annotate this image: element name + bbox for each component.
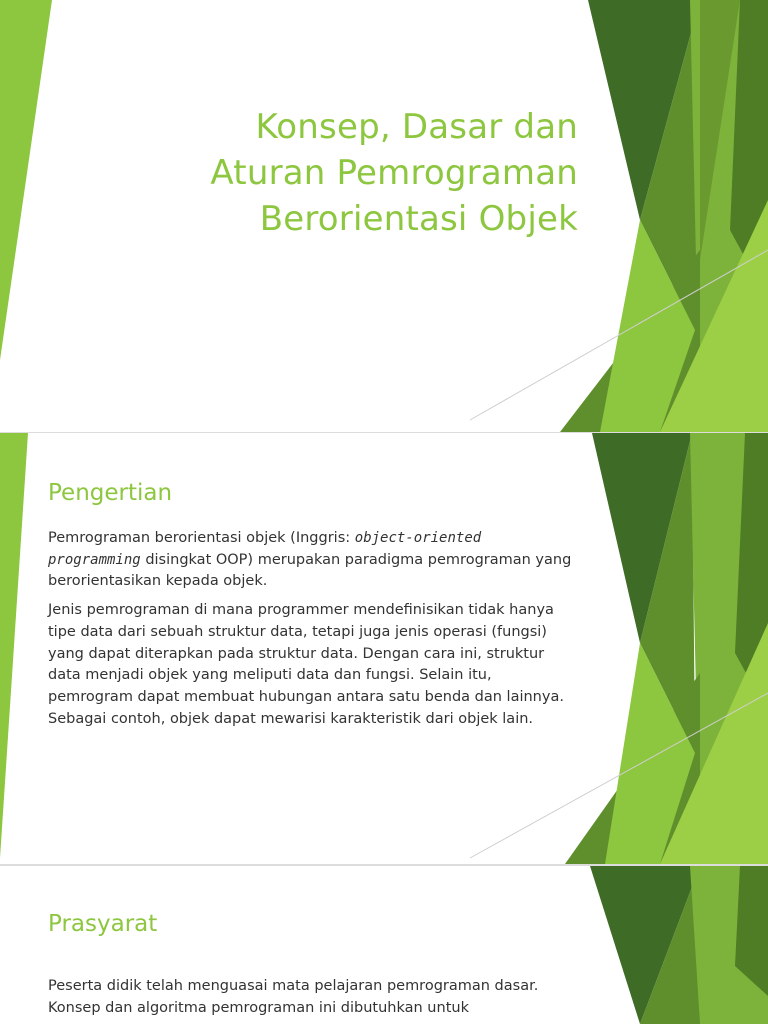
slide-heading: Prasyarat (48, 911, 158, 937)
title-line-2: Aturan Pemrograman (210, 153, 578, 193)
title-line-1: Konsep, Dasar dan (255, 107, 578, 147)
title-line-3: Berorientasi Objek (259, 199, 578, 239)
paragraph: Peserta didik telah menguasai mata pelajaran pemrograman dasar. Konsep dan algoritma pemrograman ini dibutuhkan untuk (48, 978, 539, 1016)
paragraph-emphasis: object-oriented programming (48, 530, 482, 568)
prasyarat-slide (0, 866, 768, 1024)
paragraph: Jenis pemrograman di mana programmer mendefinisikan tidak hanya tipe data dari sebuah struktur data, tetapi juga jenis operasi (fungsi) yang dapat diterapkan pada struktur data. Dengan cara ini, struktur data menjadi objek yang meliputi data dan fungsi. Selain itu, pemrogram dapat membuat hubungan antara satu benda dan lainnya. Sebagai contoh, objek dapat mewarisi karakteristik dari objek lain. (48, 602, 564, 727)
slide-heading: Pengertian (48, 480, 173, 506)
paragraph-text: Pemrograman berorientasi objek (Inggris: (48, 530, 355, 546)
slide-body (48, 976, 578, 1024)
title-slide (0, 0, 768, 432)
paragraph (48, 528, 578, 593)
paragraph-text: disingkat OOP) merupakan paradigma pemrograman yang berorientasikan kepada objek. (48, 551, 572, 590)
presentation-title (210, 104, 578, 242)
slide-body (48, 528, 578, 737)
pengertian-slide (0, 433, 768, 864)
